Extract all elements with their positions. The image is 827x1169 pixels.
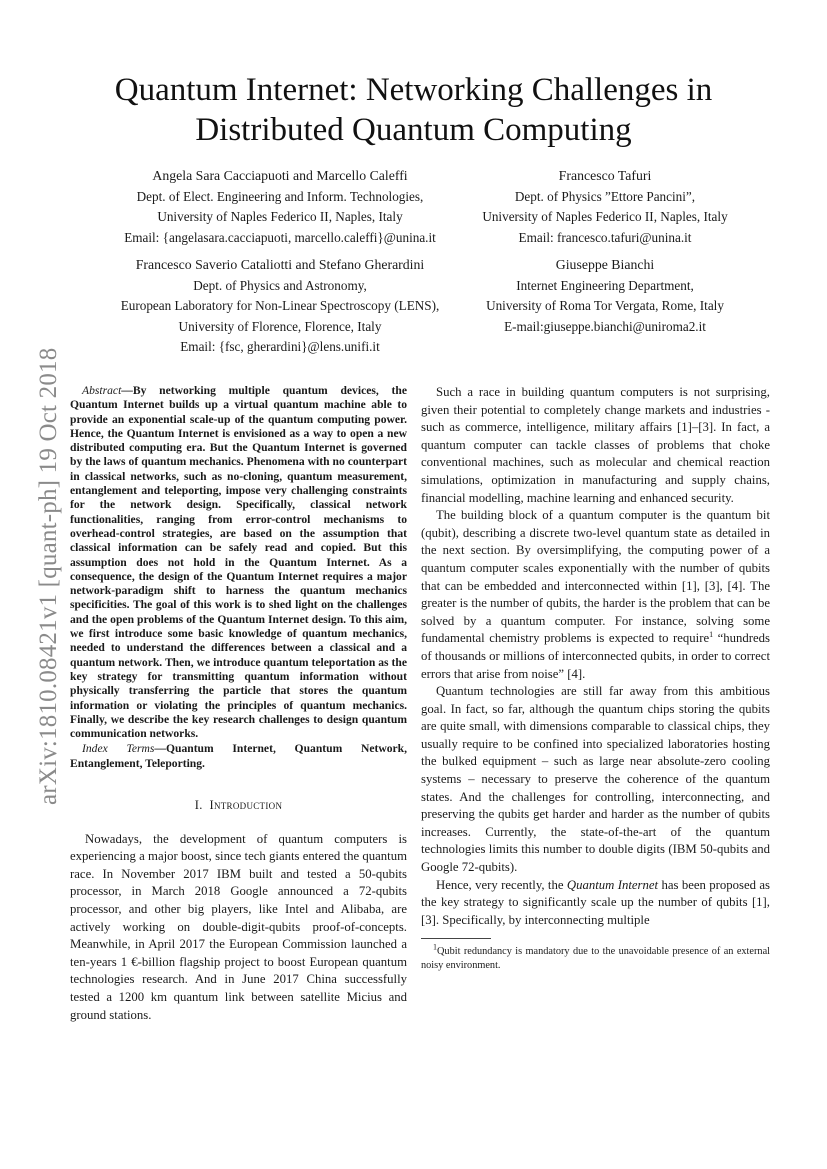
author-names: Giuseppe Bianchi [555,257,655,272]
right-column [421,384,770,972]
section-number: I. [194,798,203,813]
body-text: Hence, very recently, the [436,877,567,892]
paper-title [60,70,767,150]
author-email: Email: {fsc, gherardini}@lens.unifi.it [180,339,380,354]
author-email: E-mail:giuseppe.bianchi@uniroma2.it [504,318,706,334]
author-affiliation: University of Roma Tor Vergata, Rome, Italy [486,298,724,313]
author-affiliation: Dept. of Elect. Engineering and Inform. Technologies, [136,188,424,204]
author-email: Email: francesco.tafuri@unina.it [518,229,692,245]
left-column [70,384,407,1024]
body-paragraph [421,877,770,930]
body-text: “hundreds of thousands or millions of interconnected qubits, in order to correct errors that arise from noise” [4]. [421,631,770,681]
body-paragraph: Such a race in building quantum computers is not surprising, given their potential to completely change markets and industries - such as commerce, intelligence, military affairs [1]–[3]. In fact, a quantum computer can tackle classes of problems that choke conventional machines, such as molecular and chemical reaction simulations, optimization in manufacturing and supply chains, financial modelling, machine learning and enhanced security. [421,385,770,505]
section-heading-introduction [70,797,407,815]
footnote-text: Qubit redundancy is mandatory due to the unavoidable presence of an external noisy environment. [421,946,770,971]
title-line-1: Quantum Internet: Networking Challenges in [114,72,713,108]
body-text: has been proposed as the key strategy to significantly scale up the number of qubits [1], [3]. Specifically, by interconnecting multiple [421,877,770,927]
author-block-physics-naples [455,166,755,248]
author-names: Francesco Saverio Cataliotti and Stefano Gherardini [135,257,425,272]
footnote-mark: 1 [433,942,437,952]
title-line-2: Distributed Quantum Computing [195,112,632,148]
body-paragraph [421,507,770,683]
author-affiliation: Dept. of Physics and Astronomy, [193,277,367,293]
index-terms-label: Index Terms [82,742,155,756]
section-title: Introduction [209,798,283,813]
arxiv-identifier: arXiv:1810.08421v1 [quant-ph] 19 Oct 2018 [35,347,62,805]
author-names: Francesco Tafuri [558,168,652,183]
body-paragraph: Quantum technologies are still far away from this ambitious goal. In fact, so far, although the quantum chips storing the qubits are quite small, with dimensions comparable to classical chips, they usually require to be confined into specialized laboratories hosting the bulked equipment – such as large near absolute-zero cooling systems – necessary to preserve the coherence of the quantum states. And the challenges for controlling, interconnecting, and preserving the qubits get harder and harder as the number of qubits increases. Currently, the state-of-the-art of the quantum technologies limits this number to double digits (IBM 50-qubits and Google 72-qubits). [421,684,770,875]
author-affiliation: University of Naples Federico II, Naples, Italy [157,209,403,224]
index-terms [70,742,407,771]
abstract [70,384,407,741]
abstract-text: —By networking multiple quantum devices, the Quantum Internet builds up a virtual quantum machine able to provide an exponential scale-up of the quantum computing power. Hence, the Quantum Internet is envisioned as a way to open a new distributed computing era. But the Quantum Internet is governed by the laws of quantum mechanics. Phenomena with no counterpart in classical networks, such as no-cloning, quantum measurement, entanglement and teleporting, impose very challenging constraints for the network design. Specifically, classical network functionalities, ranging from error-control mechanisms to overhead-control strategies, are based on the assumption that classical information can be safely read and copied. But this assumption does not hold in the Quantum Internet. As a consequence, the design of the Quantum Internet requires a major network-paradigm shift to harness the quantum mechanics specificities. The goal of this work is to shed light on the challenges and the open problems of the Quantum Internet design. To this aim, we first introduce some basic knowledge of quantum mechanics, needed to understand the differences between a classical and a quantum network. Then, we introduce quantum teleportation as the key strategy for transmitting quantum information without physically transferring the particle that stores the quantum information or violating the principles of quantum mechanics. Finally, we describe the key research challenges to design quantum communication networks. [70,384,407,741]
author-names: Angela Sara Cacciapuoti and Marcello Caleffi [152,168,408,183]
footnote-reference: 1 [709,630,714,640]
author-block-naples [80,166,480,248]
author-email: Email: {angelasara.cacciapuoti, marcello.caleffi}@unina.it [124,229,436,245]
author-affiliation: Internet Engineering Department, [516,277,694,293]
author-block-florence [80,255,480,358]
intro-paragraph: Nowadays, the development of quantum computers is experiencing a major boost, since tech giants entered the quantum race. In November 2017 IBM built and tested a 50-qubits processor, in March 2018 Google announced a 72-qubits processor, and other big players, like Intel and Alibaba, are actively working on double-digit-qubits proof-of-concepts. Meanwhile, in April 2017 the European Commission launched a ten-years 1 €-billion flagship project to boost European quantum technologies research. And in June 2017 China successfully tested a 1200 km quantum link between satellite Micius and ground stations. [70,831,407,1022]
footnote [421,942,770,971]
author-affiliation: Dept. of Physics ”Ettore Pancini”, [514,188,696,204]
index-terms-text: —Quantum Internet, Quantum Network, Entanglement, Teleporting. [70,742,407,770]
author-affiliation: University of Florence, Florence, Italy [178,318,382,334]
abstract-label: Abstract [82,384,122,397]
body-text: The building block of a quantum computer is the quantum bit (qubit), describing a discrete two-level quantum state as detailed in the next section. By oversimplifying, the computing power of a quantum computer scales exponentially with the number of qubits that can be embedded and interconnected within [1], [3], [4]. The greater is the number of qubits, the harder is the problem that can be solved by a quantum computer. For instance, solving some fundamental chemistry problems is expected to require [421,508,770,646]
author-affiliation: University of Naples Federico II, Naples, Italy [482,209,728,224]
author-affiliation: European Laboratory for Non-Linear Spectroscopy (LENS), [120,298,440,313]
emphasis-quantum-internet: Quantum Internet [566,877,659,892]
footnote-divider [421,938,491,939]
author-block-rome [455,255,755,337]
